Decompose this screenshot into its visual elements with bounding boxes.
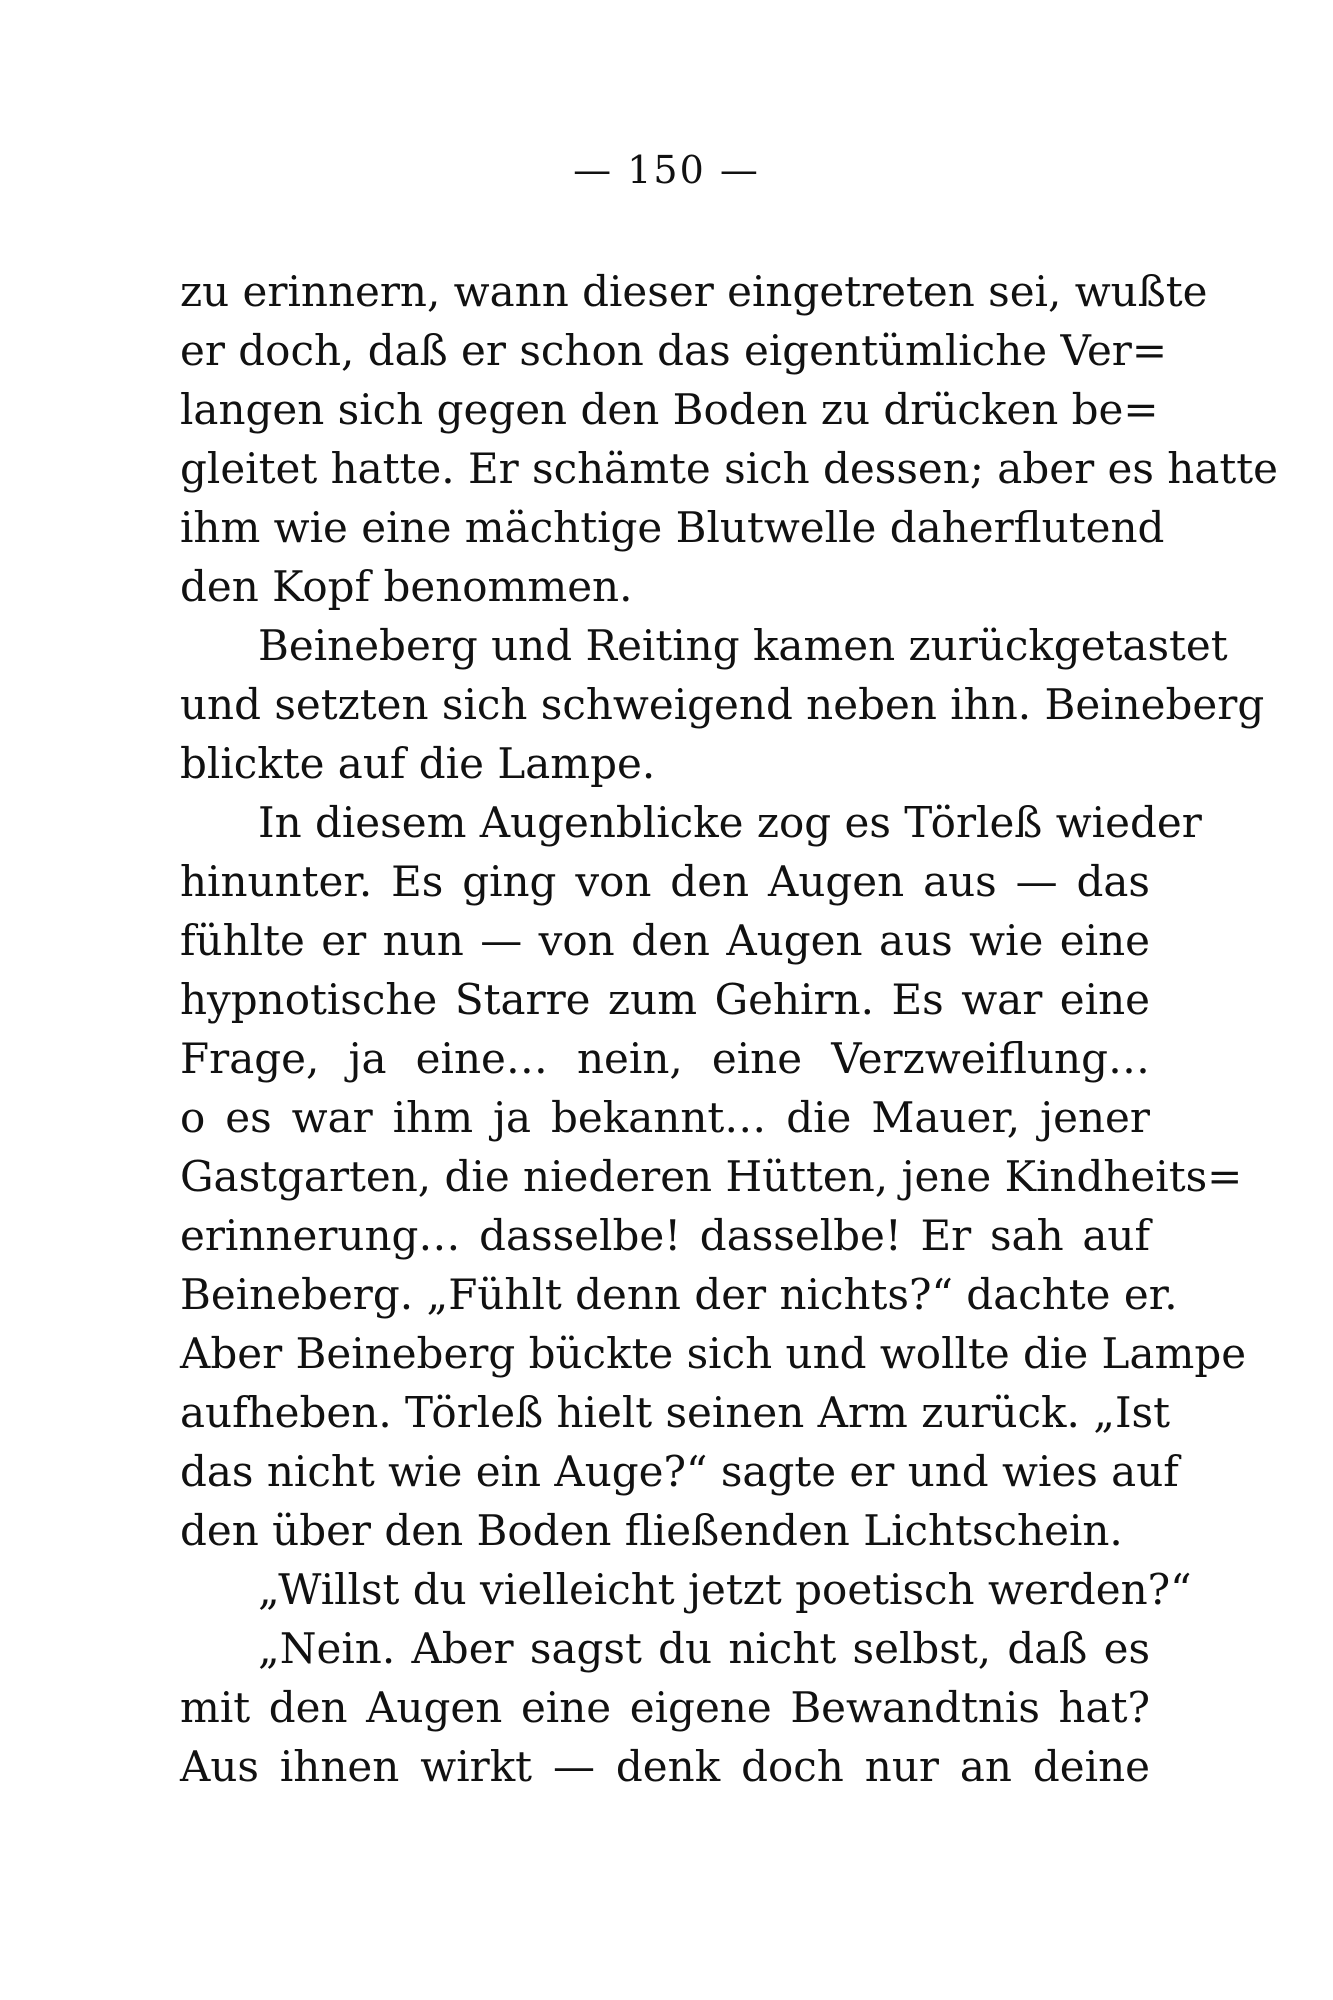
text-line: „Nein. Aber sagst du nicht selbst, daß es xyxy=(258,1624,1150,1673)
text-line: mit den Augen eine eigene Bewandtnis hat? xyxy=(180,1683,1150,1732)
text-line: ihm wie eine mächtige Blutwelle daherflutend xyxy=(180,503,1165,552)
text-line: hypnotische Starre zum Gehirn. Es war eine xyxy=(180,975,1150,1024)
text-line: Beineberg und Reiting kamen zurückgetastet xyxy=(258,621,1228,670)
text-line: zu erinnern, wann dieser eingetreten sei, wußte xyxy=(180,267,1208,316)
text-line: o es war ihm ja bekannt… die Mauer, jener xyxy=(180,1093,1150,1142)
text-line: blickte auf die Lampe. xyxy=(180,739,656,788)
text-line: langen sich gegen den Boden zu drücken be= xyxy=(180,385,1159,434)
text-line: Beineberg. „Fühlt denn der nichts?“ dachte er. xyxy=(180,1270,1178,1319)
text-line: und setzten sich schweigend neben ihn. Beineberg xyxy=(180,680,1265,729)
text-line: erinnerung… dasselbe! dasselbe! Er sah auf xyxy=(180,1211,1150,1260)
text-line: aufheben. Törleß hielt seinen Arm zurück. „Ist xyxy=(180,1388,1170,1437)
text-line: fühlte er nun — von den Augen aus wie eine xyxy=(180,916,1150,965)
text-line: Aber Beineberg bückte sich und wollte die Lampe xyxy=(180,1329,1247,1378)
page-number: — 150 — xyxy=(573,148,760,192)
text-line: den über den Boden fließenden Lichtschein. xyxy=(180,1506,1123,1555)
text-line: Gastgarten, die niederen Hütten, jene Kindheits= xyxy=(180,1152,1243,1201)
text-line: Aus ihnen wirkt — denk doch nur an deine xyxy=(180,1742,1150,1791)
text-line: er doch, daß er schon das eigentümliche Ver= xyxy=(180,326,1168,375)
text-line: den Kopf benommen. xyxy=(180,562,633,611)
text-line: gleitet hatte. Er schämte sich dessen; aber es hatte xyxy=(180,444,1278,493)
body-text xyxy=(180,262,1278,1796)
text-line: Frage, ja eine… nein, eine Verzweiflung… xyxy=(180,1034,1150,1083)
text-line: hinunter. Es ging von den Augen aus — das xyxy=(180,857,1150,906)
text-line: In diesem Augenblicke zog es Törleß wieder xyxy=(258,798,1202,847)
text-line: das nicht wie ein Auge?“ sagte er und wies auf xyxy=(180,1447,1179,1496)
text-line: „Willst du vielleicht jetzt poetisch werden?“ xyxy=(258,1565,1192,1614)
